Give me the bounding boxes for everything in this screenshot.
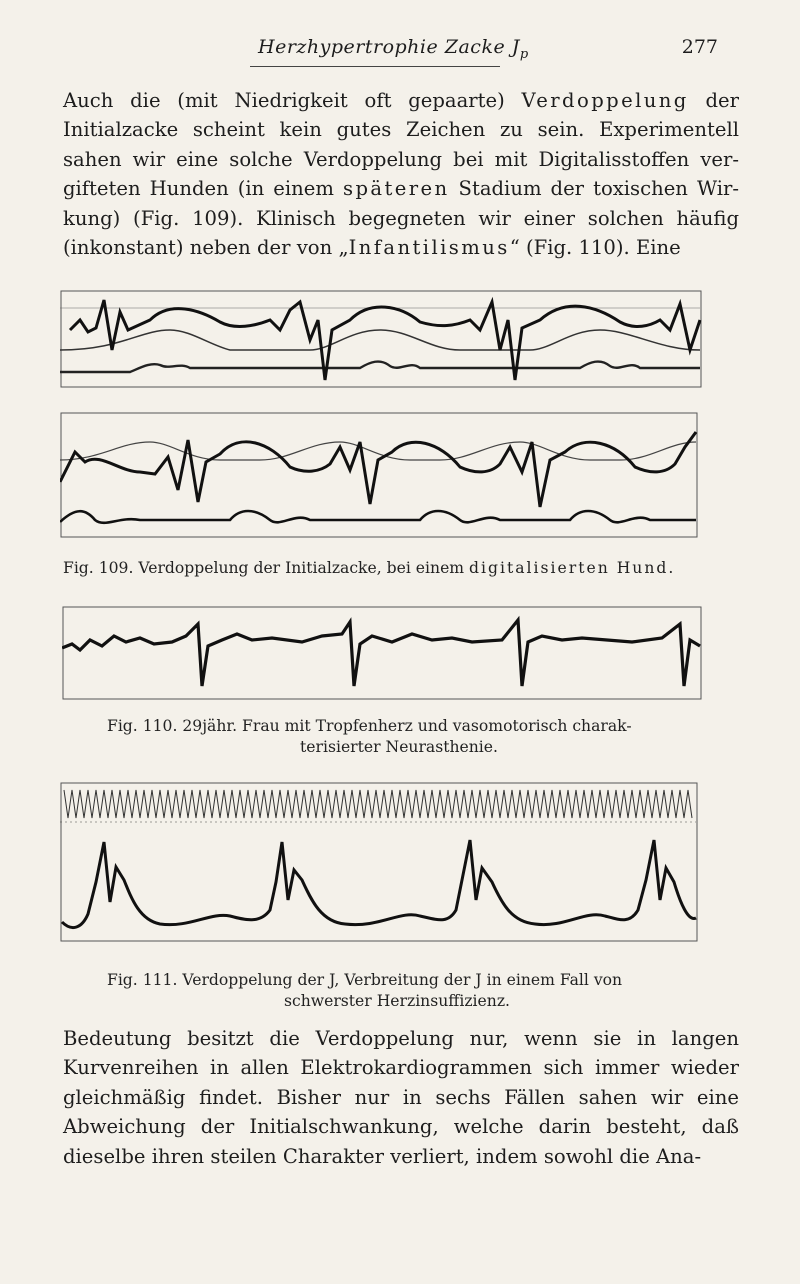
running-title-subscript: p — [519, 46, 529, 62]
paragraph-intro: Auch die (mit Niedrigkeit oft gepaarte) Verdoppelung der Initialzacke scheint kein gutes Zeichen zu sein. Experimentell sahen wir eine solche Verdoppelung bei mit Digitalisstoffen ver-gifteten Hunden (in einem späteren Stadium der toxischen Wir-kung) (Fig. 109). Klinisch begegneten wir einer solchen häufig (inkonstant) neben der von „Infantilismus“ (Fig. 110). Eine — [63, 89, 740, 260]
figure-111-strip — [60, 782, 710, 947]
figure-110-caption: Fig. 110. 29jähr. Frau mit Tropfenherz und vasomotorisch charak- terisierter Neurasthenie. — [107, 717, 632, 756]
running-title: Herzhypertrophie Zacke $J_p$ — [258, 36, 529, 62]
figure-109-strip-top — [60, 290, 710, 390]
figure-110-strip — [62, 606, 712, 706]
paragraph-significance: Bedeutung besitzt die Verdoppelung nur, wenn sie in langen Kurvenreihen in allen Elektrokardiogrammen sich immer wieder gleichmäßig findet. Bisher nur in sechs Fällen sahen wir eine Abweichung der Initialschwankung, welche darin besteht, daß dieselbe ihren steilen Charakter verliert, indem sowohl die Ana- — [63, 1027, 739, 1168]
figure-111-caption: Fig. 111. Verdoppelung der J, Verbreitung der J in einem Fall von schwerster Herzinsuffizienz. — [107, 971, 623, 1010]
page-number: 277 — [681, 36, 718, 58]
header-rule — [250, 66, 500, 67]
running-header — [0, 36, 800, 72]
figure-109-strip-bottom — [60, 412, 710, 542]
figure-109-caption: Fig. 109. Verdoppelung der Initialzacke, bei einem digitalisierten Hund. — [63, 559, 676, 577]
